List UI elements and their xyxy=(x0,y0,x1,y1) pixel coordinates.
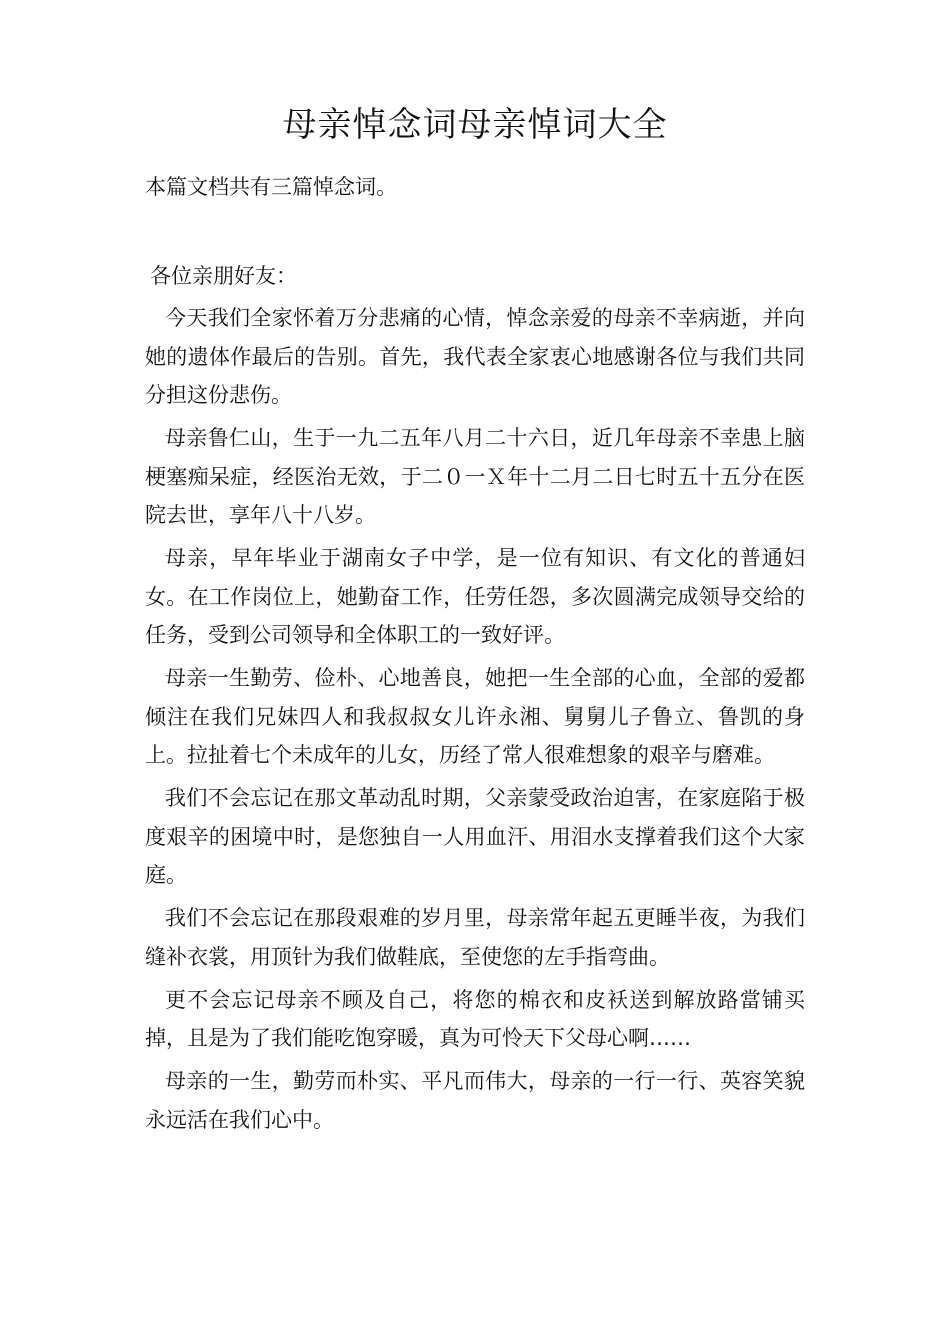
paragraph: 母亲的一生，勤劳而朴实、平凡而伟大，母亲的一行一行、英容笑貌永远活在我们心中。 xyxy=(145,1069,805,1132)
paragraph: 更不会忘记母亲不顾及自己，将您的棉衣和皮袄送到解放路當铺买掉，且是为了我们能吃饱穿暖，真为可怜天下父母心啊…… xyxy=(145,987,805,1050)
intro-text: 本篇文档共有三篇悼念词。 xyxy=(145,175,397,199)
paragraph: 今天我们全家怀着万分悲痛的心情，悼念亲爱的母亲不幸病逝，并向她的遗体作最后的告别。首先，我代表全家衷心地感谢各位与我们共同分担这份悲伤。 xyxy=(145,306,805,407)
paragraph: 母亲一生勤劳、俭朴、心地善良，她把一生全部的心血，全部的爱都倾注在我们兄妹四人和我叔叔女儿许永湘、舅舅儿子鲁立、鲁凯的身上。拉扯着七个未成年的儿女，历经了常人很难想象的艰辛与磨难。 xyxy=(145,666,805,767)
greeting-text: 各位亲朋好友： xyxy=(150,264,297,288)
body-text xyxy=(145,299,805,1144)
paragraph: 我们不会忘记在那文革动乱时期，父亲蒙受政治迫害，在家庭陷于极度艰辛的困境中时，是您独自一人用血汗、用泪水支撑着我们这个大家庭。 xyxy=(145,786,805,887)
paragraph: 母亲鲁仁山，生于一九二五年八月二十六日，近几年母亲不幸患上脑梗塞痴呆症，经医治无效，于二０一Ｘ年十二月二日七时五十五分在医院去世，享年八十八岁。 xyxy=(145,426,805,527)
paragraph: 我们不会忘记在那段艰难的岁月里，母亲常年起五更睡半夜，为我们缝补衣裳，用顶针为我们做鞋底，至使您的左手指弯曲。 xyxy=(145,906,805,969)
paragraph: 母亲，早年毕业于湖南女子中学，是一位有知识、有文化的普通妇女。在工作岗位上，她勤奋工作，任劳任怨，多次圆满完成领导交给的任务，受到公司领导和全体职工的一致好评。 xyxy=(145,546,805,647)
page-title: 母亲悼念词母亲悼词大全 xyxy=(282,105,668,145)
